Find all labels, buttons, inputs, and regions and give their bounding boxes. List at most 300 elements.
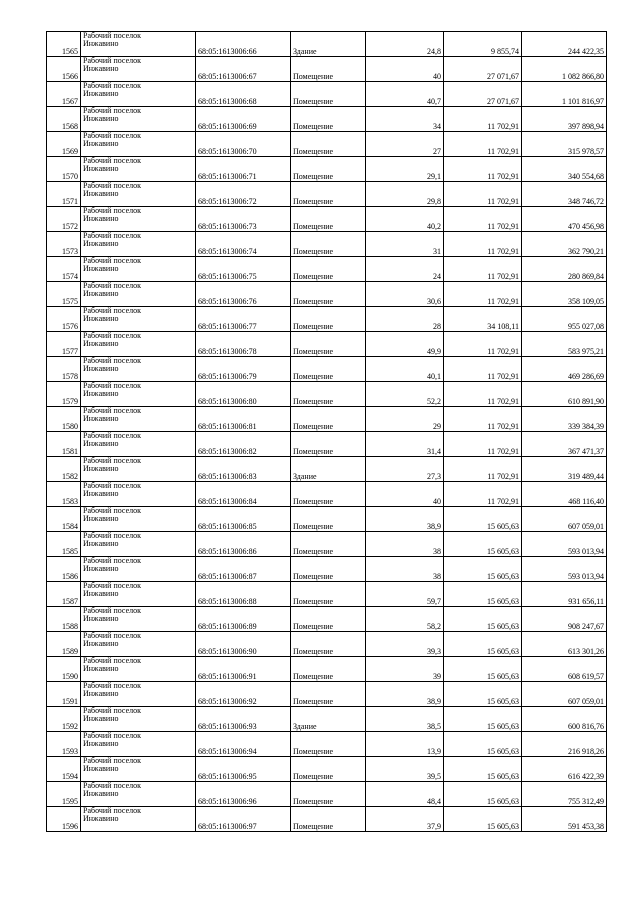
area-cell: 29 (366, 407, 444, 432)
table-row (47, 707, 607, 732)
table-row (47, 782, 607, 807)
cadastral-number-cell: 68:05:1613006:81 (196, 407, 291, 432)
row-number-cell: 1585 (47, 532, 81, 557)
locality-cell (81, 757, 196, 782)
row-number-cell: 1579 (47, 382, 81, 407)
cadastral-value-cell: 908 247,67 (522, 607, 607, 632)
cadastral-number-cell: 68:05:1613006:87 (196, 557, 291, 582)
locality-cell (81, 57, 196, 82)
locality-line-1: Рабочий поселок (83, 681, 142, 690)
locality-cell (81, 107, 196, 132)
cadastral-value-cell: 348 746,72 (522, 182, 607, 207)
specific-value-cell: 11 702,91 (444, 182, 522, 207)
locality-cell (81, 207, 196, 232)
cadastral-value-cell: 367 471,37 (522, 432, 607, 457)
locality-line-2: Инжавино (83, 464, 119, 473)
specific-value-cell: 15 605,63 (444, 532, 522, 557)
locality-line-2: Инжавино (83, 639, 119, 648)
row-number-cell: 1571 (47, 182, 81, 207)
locality-cell (81, 632, 196, 657)
area-cell: 31 (366, 232, 444, 257)
cadastral-number-cell: 68:05:1613006:71 (196, 157, 291, 182)
locality-line-2: Инжавино (83, 414, 119, 423)
cadastral-value-cell: 1 082 866,80 (522, 57, 607, 82)
object-type-cell: Помещение (291, 132, 366, 157)
row-number-cell: 1590 (47, 657, 81, 682)
cadastral-number-cell: 68:05:1613006:77 (196, 307, 291, 332)
cadastral-value-cell: 468 116,40 (522, 482, 607, 507)
locality-line-1: Рабочий поселок (83, 731, 142, 740)
row-number-cell: 1582 (47, 457, 81, 482)
cadastral-value-cell: 607 059,01 (522, 682, 607, 707)
specific-value-cell: 11 702,91 (444, 132, 522, 157)
specific-value-cell: 34 108,11 (444, 307, 522, 332)
cadastral-number-cell: 68:05:1613006:97 (196, 807, 291, 832)
cadastral-number-cell: 68:05:1613006:74 (196, 232, 291, 257)
cadastral-value-cell: 469 286,69 (522, 357, 607, 382)
locality-line-2: Инжавино (83, 489, 119, 498)
object-type-cell: Здание (291, 707, 366, 732)
locality-cell (81, 132, 196, 157)
cadastral-value-cell: 216 918,26 (522, 732, 607, 757)
cadastral-number-cell: 68:05:1613006:82 (196, 432, 291, 457)
cadastral-number-cell: 68:05:1613006:84 (196, 482, 291, 507)
specific-value-cell: 15 605,63 (444, 782, 522, 807)
locality-line-2: Инжавино (83, 714, 119, 723)
object-type-cell: Помещение (291, 607, 366, 632)
locality-cell (81, 432, 196, 457)
locality-line-2: Инжавино (83, 289, 119, 298)
specific-value-cell: 15 605,63 (444, 582, 522, 607)
area-cell: 27,3 (366, 457, 444, 482)
locality-line-2: Инжавино (83, 539, 119, 548)
table-row (47, 232, 607, 257)
locality-cell (81, 307, 196, 332)
locality-line-1: Рабочий поселок (83, 106, 142, 115)
specific-value-cell: 15 605,63 (444, 732, 522, 757)
object-type-cell: Помещение (291, 332, 366, 357)
locality-line-2: Инжавино (83, 264, 119, 273)
table-row (47, 82, 607, 107)
area-cell: 13,9 (366, 732, 444, 757)
cadastral-number-cell: 68:05:1613006:91 (196, 657, 291, 682)
cadastral-number-cell: 68:05:1613006:86 (196, 532, 291, 557)
specific-value-cell: 15 605,63 (444, 757, 522, 782)
object-type-cell: Помещение (291, 57, 366, 82)
object-type-cell: Помещение (291, 157, 366, 182)
locality-line-2: Инжавино (83, 389, 119, 398)
cadastral-value-cell: 280 869,84 (522, 257, 607, 282)
table-row (47, 307, 607, 332)
locality-line-2: Инжавино (83, 664, 119, 673)
locality-cell (81, 257, 196, 282)
locality-line-1: Рабочий поселок (83, 156, 142, 165)
locality-line-2: Инжавино (83, 139, 119, 148)
area-cell: 49,9 (366, 332, 444, 357)
cadastral-number-cell: 68:05:1613006:76 (196, 282, 291, 307)
specific-value-cell: 15 605,63 (444, 607, 522, 632)
table-row (47, 507, 607, 532)
cadastral-value-cell: 244 422,35 (522, 32, 607, 57)
locality-cell (81, 782, 196, 807)
locality-line-2: Инжавино (83, 314, 119, 323)
row-number-cell: 1573 (47, 232, 81, 257)
locality-line-1: Рабочий поселок (83, 531, 142, 540)
specific-value-cell: 27 071,67 (444, 82, 522, 107)
specific-value-cell: 15 605,63 (444, 657, 522, 682)
locality-cell (81, 582, 196, 607)
cadastral-value-cell: 397 898,94 (522, 107, 607, 132)
area-cell: 37,9 (366, 807, 444, 832)
locality-line-1: Рабочий поселок (83, 206, 142, 215)
area-cell: 29,8 (366, 182, 444, 207)
locality-line-1: Рабочий поселок (83, 231, 142, 240)
table-row (47, 757, 607, 782)
locality-line-2: Инжавино (83, 564, 119, 573)
cadastral-value-cell: 591 453,38 (522, 807, 607, 832)
locality-cell (81, 532, 196, 557)
object-type-cell: Помещение (291, 557, 366, 582)
object-type-cell: Здание (291, 457, 366, 482)
locality-cell (81, 282, 196, 307)
locality-line-2: Инжавино (83, 514, 119, 523)
locality-line-2: Инжавино (83, 789, 119, 798)
cadastral-number-cell: 68:05:1613006:68 (196, 82, 291, 107)
area-cell: 30,6 (366, 282, 444, 307)
area-cell: 27 (366, 132, 444, 157)
row-number-cell: 1572 (47, 207, 81, 232)
locality-line-2: Инжавино (83, 339, 119, 348)
cadastral-number-cell: 68:05:1613006:72 (196, 182, 291, 207)
table-row (47, 382, 607, 407)
specific-value-cell: 11 702,91 (444, 207, 522, 232)
object-type-cell: Помещение (291, 182, 366, 207)
table-row (47, 257, 607, 282)
area-cell: 40,1 (366, 357, 444, 382)
row-number-cell: 1589 (47, 632, 81, 657)
locality-line-1: Рабочий поселок (83, 656, 142, 665)
object-type-cell: Помещение (291, 782, 366, 807)
specific-value-cell: 15 605,63 (444, 682, 522, 707)
object-type-cell: Помещение (291, 282, 366, 307)
cadastral-number-cell: 68:05:1613006:85 (196, 507, 291, 532)
cadastral-number-cell: 68:05:1613006:79 (196, 357, 291, 382)
object-type-cell: Помещение (291, 507, 366, 532)
locality-line-1: Рабочий поселок (83, 381, 142, 390)
cadastral-value-cell: 755 312,49 (522, 782, 607, 807)
area-cell: 38,9 (366, 507, 444, 532)
locality-cell (81, 357, 196, 382)
cadastral-value-cell: 1 101 816,97 (522, 82, 607, 107)
cadastral-number-cell: 68:05:1613006:67 (196, 57, 291, 82)
cadastral-number-cell: 68:05:1613006:95 (196, 757, 291, 782)
cadastral-number-cell: 68:05:1613006:93 (196, 707, 291, 732)
locality-cell (81, 332, 196, 357)
locality-line-1: Рабочий поселок (83, 431, 142, 440)
locality-cell (81, 807, 196, 832)
specific-value-cell: 11 702,91 (444, 382, 522, 407)
locality-cell (81, 157, 196, 182)
cadastral-value-cell: 470 456,98 (522, 207, 607, 232)
specific-value-cell: 9 855,74 (444, 32, 522, 57)
object-type-cell: Помещение (291, 532, 366, 557)
object-type-cell: Здание (291, 32, 366, 57)
object-type-cell: Помещение (291, 407, 366, 432)
cadastral-value-cell: 955 027,08 (522, 307, 607, 332)
object-type-cell: Помещение (291, 757, 366, 782)
area-cell: 52,2 (366, 382, 444, 407)
area-cell: 34 (366, 107, 444, 132)
table-row (47, 157, 607, 182)
table-row (47, 657, 607, 682)
table-row (47, 432, 607, 457)
specific-value-cell: 11 702,91 (444, 332, 522, 357)
table-row (47, 407, 607, 432)
locality-cell (81, 407, 196, 432)
locality-line-2: Инжавино (83, 589, 119, 598)
object-type-cell: Помещение (291, 107, 366, 132)
locality-cell (81, 707, 196, 732)
specific-value-cell: 11 702,91 (444, 157, 522, 182)
locality-line-1: Рабочий поселок (83, 131, 142, 140)
row-number-cell: 1569 (47, 132, 81, 157)
area-cell: 39,3 (366, 632, 444, 657)
table-row (47, 807, 607, 832)
cadastral-value-cell: 613 301,26 (522, 632, 607, 657)
area-cell: 38,5 (366, 707, 444, 732)
row-number-cell: 1592 (47, 707, 81, 732)
locality-cell (81, 382, 196, 407)
row-number-cell: 1591 (47, 682, 81, 707)
locality-cell (81, 657, 196, 682)
locality-line-1: Рабочий поселок (83, 606, 142, 615)
locality-cell (81, 507, 196, 532)
area-cell: 24 (366, 257, 444, 282)
table-row (47, 682, 607, 707)
table-row (47, 132, 607, 157)
locality-line-2: Инжавино (83, 439, 119, 448)
cadastral-number-cell: 68:05:1613006:69 (196, 107, 291, 132)
object-type-cell: Помещение (291, 732, 366, 757)
locality-line-1: Рабочий поселок (83, 181, 142, 190)
locality-line-1: Рабочий поселок (83, 306, 142, 315)
locality-cell (81, 607, 196, 632)
cadastral-value-cell: 339 384,39 (522, 407, 607, 432)
specific-value-cell: 15 605,63 (444, 507, 522, 532)
row-number-cell: 1576 (47, 307, 81, 332)
area-cell: 58,2 (366, 607, 444, 632)
locality-cell (81, 182, 196, 207)
cadastral-number-cell: 68:05:1613006:70 (196, 132, 291, 157)
locality-line-1: Рабочий поселок (83, 806, 142, 815)
locality-line-2: Инжавино (83, 189, 119, 198)
object-type-cell: Помещение (291, 357, 366, 382)
cadastral-value-cell: 610 891,90 (522, 382, 607, 407)
area-cell: 24,8 (366, 32, 444, 57)
cadastral-value-table (46, 31, 607, 832)
table-body (47, 32, 607, 832)
cadastral-value-cell: 340 554,68 (522, 157, 607, 182)
table-row (47, 632, 607, 657)
table-row (47, 182, 607, 207)
table-row (47, 482, 607, 507)
locality-line-1: Рабочий поселок (83, 256, 142, 265)
row-number-cell: 1594 (47, 757, 81, 782)
locality-line-2: Инжавино (83, 89, 119, 98)
object-type-cell: Помещение (291, 657, 366, 682)
cadastral-number-cell: 68:05:1613006:83 (196, 457, 291, 482)
cadastral-number-cell: 68:05:1613006:92 (196, 682, 291, 707)
object-type-cell: Помещение (291, 682, 366, 707)
object-type-cell: Помещение (291, 582, 366, 607)
cadastral-value-cell: 319 489,44 (522, 457, 607, 482)
row-number-cell: 1583 (47, 482, 81, 507)
specific-value-cell: 27 071,67 (444, 57, 522, 82)
cadastral-value-cell: 607 059,01 (522, 507, 607, 532)
locality-line-1: Рабочий поселок (83, 31, 142, 40)
row-number-cell: 1586 (47, 557, 81, 582)
cadastral-value-cell: 583 975,21 (522, 332, 607, 357)
specific-value-cell: 11 702,91 (444, 357, 522, 382)
table-row (47, 207, 607, 232)
locality-line-1: Рабочий поселок (83, 556, 142, 565)
specific-value-cell: 11 702,91 (444, 482, 522, 507)
locality-line-2: Инжавино (83, 614, 119, 623)
locality-cell (81, 82, 196, 107)
specific-value-cell: 15 605,63 (444, 632, 522, 657)
locality-cell (81, 32, 196, 57)
specific-value-cell: 15 605,63 (444, 807, 522, 832)
table-row (47, 282, 607, 307)
row-number-cell: 1593 (47, 732, 81, 757)
cadastral-number-cell: 68:05:1613006:80 (196, 382, 291, 407)
row-number-cell: 1574 (47, 257, 81, 282)
object-type-cell: Помещение (291, 632, 366, 657)
locality-line-1: Рабочий поселок (83, 356, 142, 365)
specific-value-cell: 11 702,91 (444, 282, 522, 307)
row-number-cell: 1587 (47, 582, 81, 607)
locality-line-1: Рабочий поселок (83, 456, 142, 465)
cadastral-number-cell: 68:05:1613006:96 (196, 782, 291, 807)
cadastral-value-cell: 593 013,94 (522, 557, 607, 582)
object-type-cell: Помещение (291, 482, 366, 507)
row-number-cell: 1570 (47, 157, 81, 182)
locality-cell (81, 557, 196, 582)
area-cell: 39,5 (366, 757, 444, 782)
locality-cell (81, 732, 196, 757)
locality-line-2: Инжавино (83, 739, 119, 748)
row-number-cell: 1595 (47, 782, 81, 807)
table-row (47, 57, 607, 82)
locality-line-1: Рабочий поселок (83, 481, 142, 490)
object-type-cell: Помещение (291, 432, 366, 457)
locality-line-2: Инжавино (83, 214, 119, 223)
locality-line-1: Рабочий поселок (83, 631, 142, 640)
cadastral-number-cell: 68:05:1613006:88 (196, 582, 291, 607)
table-row (47, 732, 607, 757)
locality-line-2: Инжавино (83, 764, 119, 773)
table-row (47, 532, 607, 557)
table-row (47, 557, 607, 582)
locality-line-2: Инжавино (83, 114, 119, 123)
locality-line-2: Инжавино (83, 64, 119, 73)
area-cell: 38 (366, 557, 444, 582)
table-row (47, 32, 607, 57)
object-type-cell: Помещение (291, 232, 366, 257)
table-row (47, 457, 607, 482)
locality-line-2: Инжавино (83, 814, 119, 823)
table-row (47, 607, 607, 632)
row-number-cell: 1596 (47, 807, 81, 832)
locality-line-1: Рабочий поселок (83, 56, 142, 65)
locality-cell (81, 232, 196, 257)
area-cell: 39 (366, 657, 444, 682)
row-number-cell: 1566 (47, 57, 81, 82)
row-number-cell: 1567 (47, 82, 81, 107)
locality-line-1: Рабочий поселок (83, 781, 142, 790)
locality-line-1: Рабочий поселок (83, 756, 142, 765)
area-cell: 28 (366, 307, 444, 332)
locality-line-1: Рабочий поселок (83, 81, 142, 90)
area-cell: 48,4 (366, 782, 444, 807)
specific-value-cell: 11 702,91 (444, 232, 522, 257)
locality-line-1: Рабочий поселок (83, 281, 142, 290)
row-number-cell: 1575 (47, 282, 81, 307)
locality-cell (81, 457, 196, 482)
object-type-cell: Помещение (291, 307, 366, 332)
area-cell: 40,7 (366, 82, 444, 107)
table-row (47, 357, 607, 382)
cadastral-value-cell: 362 790,21 (522, 232, 607, 257)
locality-line-2: Инжавино (83, 39, 119, 48)
specific-value-cell: 15 605,63 (444, 557, 522, 582)
locality-line-1: Рабочий поселок (83, 506, 142, 515)
cadastral-value-cell: 616 422,39 (522, 757, 607, 782)
cadastral-number-cell: 68:05:1613006:75 (196, 257, 291, 282)
cadastral-value-cell: 931 656,11 (522, 582, 607, 607)
area-cell: 40 (366, 57, 444, 82)
specific-value-cell: 11 702,91 (444, 432, 522, 457)
area-cell: 29,1 (366, 157, 444, 182)
row-number-cell: 1565 (47, 32, 81, 57)
area-cell: 40,2 (366, 207, 444, 232)
locality-line-1: Рабочий поселок (83, 581, 142, 590)
locality-line-2: Инжавино (83, 689, 119, 698)
specific-value-cell: 11 702,91 (444, 457, 522, 482)
specific-value-cell: 11 702,91 (444, 107, 522, 132)
row-number-cell: 1577 (47, 332, 81, 357)
locality-line-2: Инжавино (83, 164, 119, 173)
row-number-cell: 1581 (47, 432, 81, 457)
cadastral-number-cell: 68:05:1613006:90 (196, 632, 291, 657)
specific-value-cell: 15 605,63 (444, 707, 522, 732)
row-number-cell: 1578 (47, 357, 81, 382)
locality-cell (81, 482, 196, 507)
row-number-cell: 1584 (47, 507, 81, 532)
row-number-cell: 1588 (47, 607, 81, 632)
locality-line-1: Рабочий поселок (83, 706, 142, 715)
specific-value-cell: 11 702,91 (444, 257, 522, 282)
specific-value-cell: 11 702,91 (444, 407, 522, 432)
area-cell: 38,9 (366, 682, 444, 707)
cadastral-value-cell: 593 013,94 (522, 532, 607, 557)
object-type-cell: Помещение (291, 207, 366, 232)
area-cell: 59,7 (366, 582, 444, 607)
locality-line-1: Рабочий поселок (83, 331, 142, 340)
locality-line-2: Инжавино (83, 364, 119, 373)
object-type-cell: Помещение (291, 382, 366, 407)
object-type-cell: Помещение (291, 82, 366, 107)
